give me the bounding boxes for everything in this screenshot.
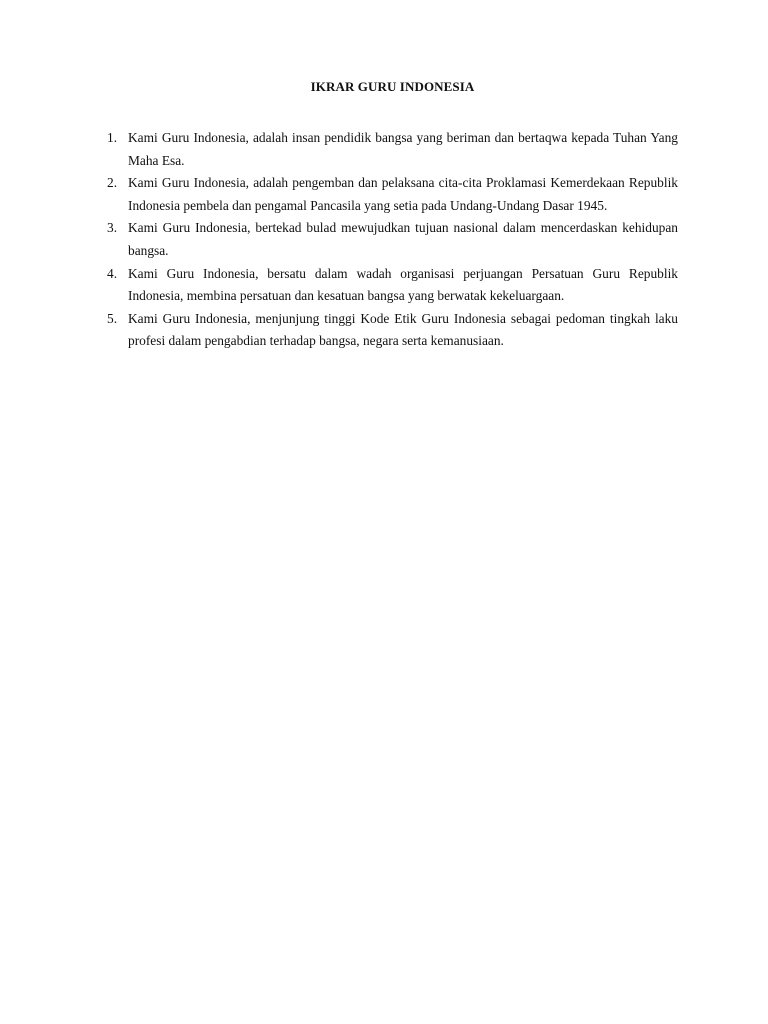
list-item — [107, 217, 678, 262]
item-text: Kami Guru Indonesia, adalah pengemban dan pelaksana cita-cita Proklamasi Kemerdekaan Republik Indonesia pembela dan pengamal Pancasila yang setia pada Undang-Undang Dasar 1945. — [128, 175, 678, 213]
list-item — [107, 308, 678, 353]
item-number: 2. — [107, 175, 118, 191]
ikrar-list — [107, 127, 678, 353]
item-number: 3. — [107, 220, 118, 236]
item-text: Kami Guru Indonesia, adalah insan pendidik bangsa yang beriman dan bertaqwa kepada Tuhan Yang Maha Esa. — [128, 130, 678, 168]
document-title: IKRAR GURU INDONESIA — [310, 79, 475, 94]
item-text: Kami Guru Indonesia, bersatu dalam wadah organisasi perjuangan Persatuan Guru Republik Indonesia, membina persatuan dan kesatuan bangsa yang berwatak kekeluargaan. — [128, 265, 678, 304]
item-number: 5. — [107, 310, 118, 326]
item-number: 4. — [107, 265, 118, 281]
list-item — [107, 127, 678, 172]
list-item — [107, 263, 678, 308]
item-text: Kami Guru Indonesia, menjunjung tinggi Kode Etik Guru Indonesia sebagai pedoman tingkah laku profesi dalam pengabdian terhadap bangsa, negara serta kemanusiaan. — [128, 310, 678, 349]
item-text: Kami Guru Indonesia, bertekad bulad mewujudkan tujuan nasional dalam mencerdaskan kehidupan bangsa. — [128, 220, 678, 258]
list-item — [107, 172, 678, 217]
item-number: 1. — [107, 130, 118, 145]
